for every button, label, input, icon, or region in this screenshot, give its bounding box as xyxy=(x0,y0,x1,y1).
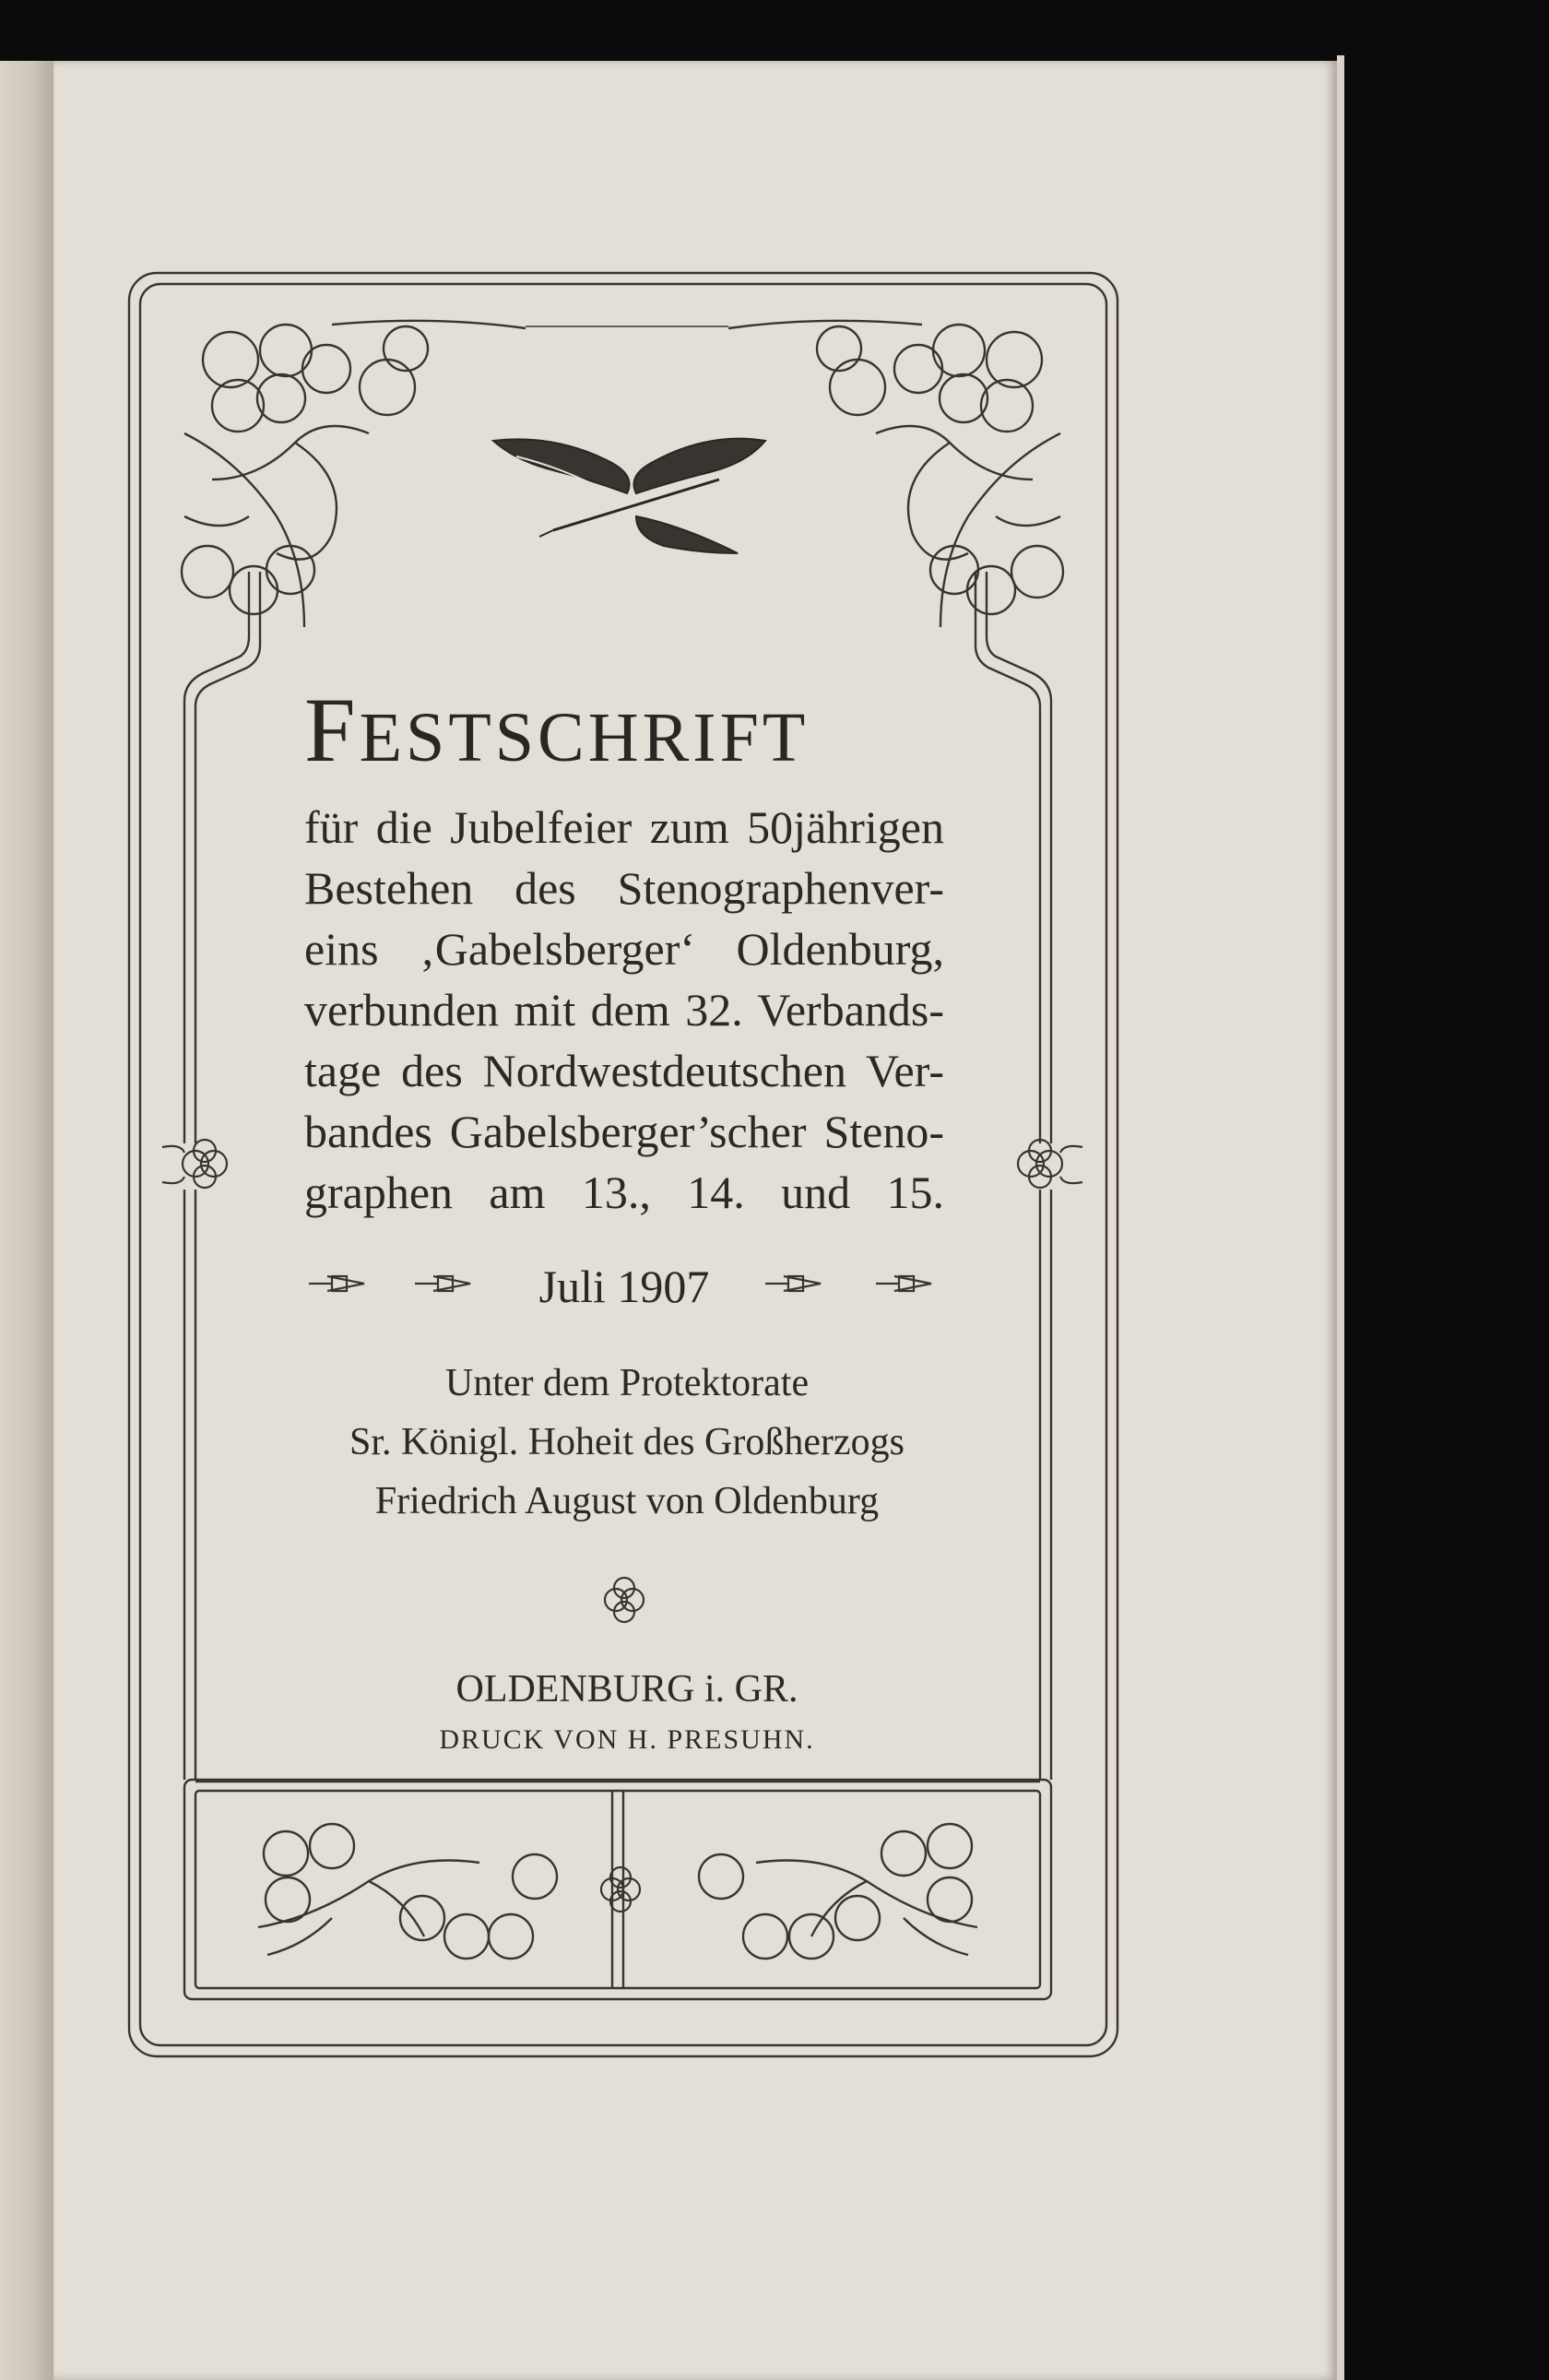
date-line: Juli 1907 xyxy=(538,1261,710,1312)
cherry-branch-ornament xyxy=(258,1824,557,1959)
small-flower-ornament xyxy=(605,1578,644,1622)
small-flower-ornament xyxy=(1018,1140,1082,1188)
title-initial: F xyxy=(304,679,360,781)
cherry-branch-ornament xyxy=(182,325,428,627)
imprint-place: OLDENBURG i. GR. xyxy=(455,1668,798,1711)
body-line-3: eins ‚Gabelsberger‘ Oldenburg, xyxy=(304,923,944,975)
protectorate-line-1: Unter dem Protektorate xyxy=(444,1362,810,1404)
quill-wings-icon xyxy=(493,439,765,553)
protectorate-line-3: Friedrich August von Oldenburg xyxy=(374,1480,880,1522)
small-flower-ornament xyxy=(601,1867,640,1912)
body-line-7: graphen am 13., 14. und 15. xyxy=(304,1166,944,1218)
body-line-2: Bestehen des Stenographenver- xyxy=(304,862,944,914)
body-line-6: bandes Gabelsberger’scher Steno- xyxy=(304,1106,944,1157)
cherry-branch-ornament xyxy=(699,1824,977,1959)
imprint-printer: DRUCK VON H. PRESUHN. xyxy=(439,1724,815,1755)
date-row xyxy=(304,1254,944,1319)
protectorate-line-2: Sr. Königl. Hoheit des Großherzogs xyxy=(349,1421,905,1463)
body-line-5: tage des Nordwestdeutschen Ver- xyxy=(304,1045,944,1096)
page-title xyxy=(304,679,950,781)
small-flower-ornament xyxy=(162,1140,227,1188)
body-line-4: verbunden mit dem 32. Verbands- xyxy=(304,984,944,1036)
title-rest: ESTSCHRIFT xyxy=(359,699,810,776)
cherry-branch-ornament xyxy=(817,325,1063,627)
body-line-1: für die Jubelfeier zum 50jährigen xyxy=(304,801,944,853)
